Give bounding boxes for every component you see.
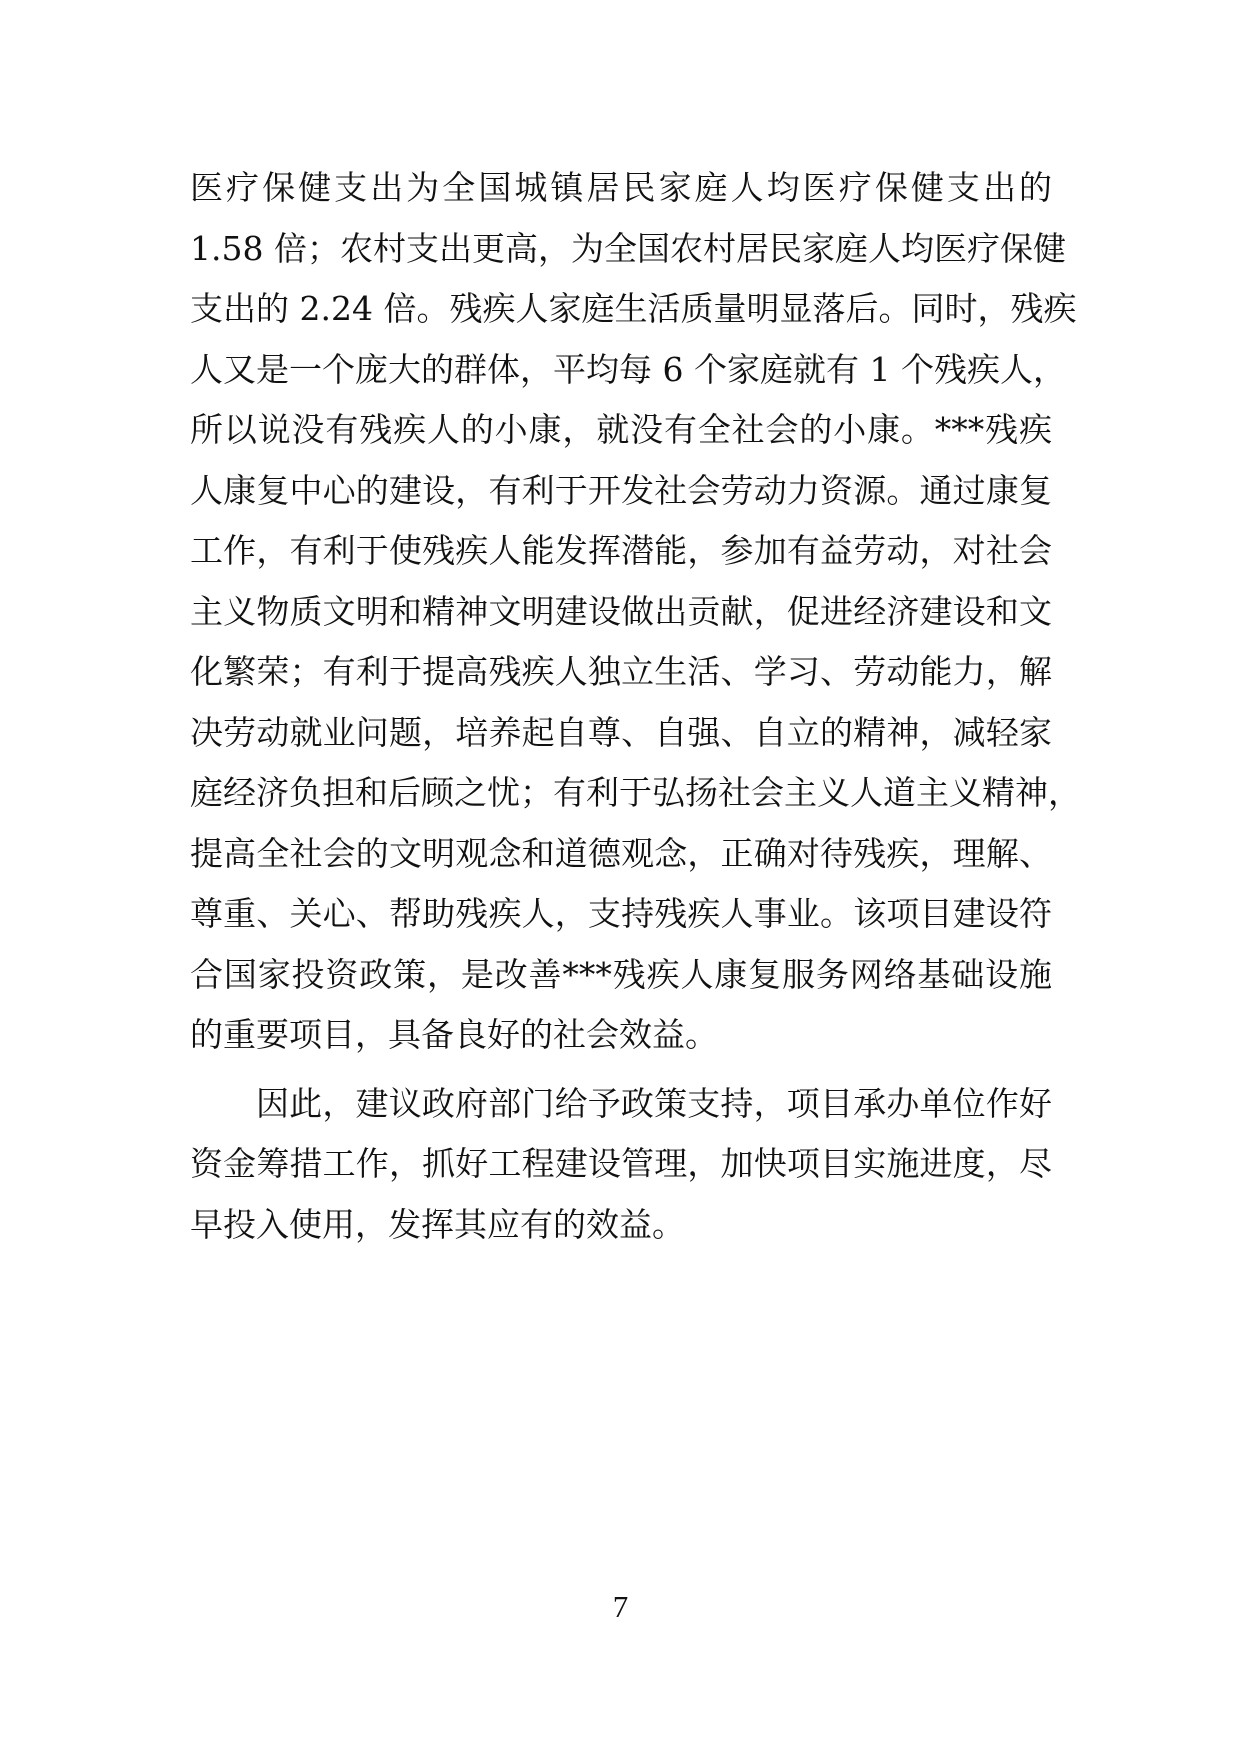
text-line: 主义物质文明和精神文明建设做出贡献，促进经济建设和文 <box>190 591 1052 631</box>
paragraph <box>190 158 1081 1066</box>
paragraph <box>190 1074 1052 1256</box>
text-line: 合国家投资政策，是改善***残疾人康复服务网络基础设施 <box>190 954 1052 994</box>
text-line: 决劳动就业问题，培养起自尊、自强、自立的精神，减轻家 <box>190 712 1052 752</box>
document-body <box>190 158 1081 1255</box>
page-number: 7 <box>612 1589 629 1624</box>
text-line: 人康复中心的建设，有利于开发社会劳动力资源。通过康复 <box>190 470 1052 510</box>
text-line: 尊重、关心、帮助残疾人，支持残疾人事业。该项目建设符 <box>190 894 1052 933</box>
text-line: 医疗保健支出为全国城镇居民家庭人均医疗保健支出的 <box>190 168 1052 207</box>
text-line: 人又是一个庞大的群体，平均每 6 个家庭就有 1 个残疾人， <box>190 349 1066 389</box>
text-line: 因此，建议政府部门给予政策支持，项目承办单位作好 <box>256 1083 1052 1123</box>
text-line: 早投入使用，发挥其应有的效益。 <box>190 1204 685 1244</box>
text-line: 资金筹措工作，抓好工程建设管理，加快项目实施进度，尽 <box>190 1144 1052 1183</box>
text-line: 提高全社会的文明观念和道德观念，正确对待残疾，理解、 <box>190 833 1052 873</box>
text-line: 庭经济负担和后顾之忧；有利于弘扬社会主义人道主义精神， <box>190 773 1081 812</box>
text-line: 支出的 2.24 倍。残疾人家庭生活质量明显落后。同时，残疾 <box>190 289 1077 328</box>
text-line: 的重要项目，具备良好的社会效益。 <box>190 1015 718 1054</box>
text-line: 所以说没有残疾人的小康，就没有全社会的小康。***残疾 <box>190 410 1052 449</box>
text-line: 化繁荣；有利于提高残疾人独立生活、学习、劳动能力，解 <box>190 652 1052 691</box>
paragraph-spacing <box>190 1066 1052 1074</box>
text-line: 1.58 倍；农村支出更高，为全国农村居民家庭人均医疗保健 <box>190 228 1066 268</box>
text-line: 工作，有利于使残疾人能发挥潜能，参加有益劳动，对社会 <box>190 531 1052 570</box>
